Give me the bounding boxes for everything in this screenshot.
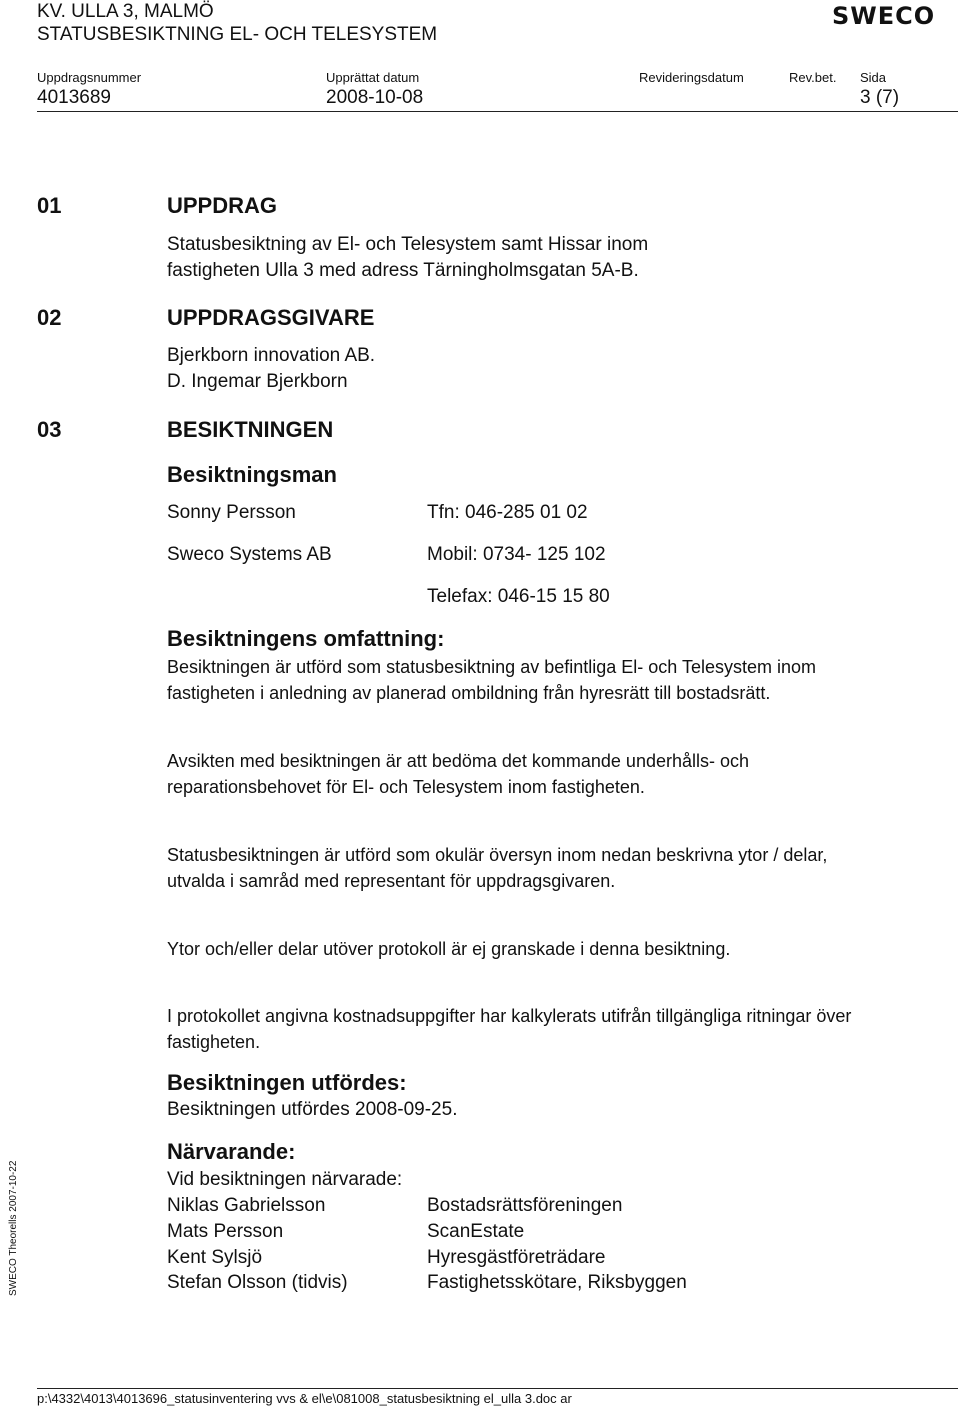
present-person-role: Bostadsrättsföreningen — [427, 1195, 623, 1216]
section-01-title: UPPDRAG — [167, 193, 278, 218]
section-01-number: 01 — [37, 193, 62, 218]
present-person-name: Niklas Gabrielsson — [167, 1195, 326, 1216]
meta-label-revision-date: Revideringsdatum — [639, 70, 744, 85]
created-date: 2008-10-08 — [326, 87, 424, 108]
inspector-fax: Telefax: 046-15 15 80 — [427, 586, 610, 607]
scope-paragraph-2: Avsikten med besiktningen är att bedöma det kommande underhålls- och reparationsbehovet för El- och Telesystem inom fastigheten. — [167, 751, 750, 797]
side-template-text: SWECO Theorells 2007-10-22 — [8, 1160, 19, 1296]
present-person-name: Kent Sylsjö — [167, 1247, 263, 1268]
present-person-role: Fastighetsskötare, Riksbyggen — [427, 1272, 687, 1293]
footer-file-path: p:\4332\4013\4013696_statusinventering vvs & el\e\081008_statusbesiktning el_ulla 3.doc ar — [37, 1391, 572, 1406]
present-intro: Vid besiktningen närvarade: — [167, 1169, 403, 1190]
scope-heading: Besiktningens omfattning: — [167, 626, 445, 651]
inspector-phone: Tfn: 046-285 01 02 — [427, 502, 588, 523]
inspector-name: Sonny Persson — [167, 502, 296, 523]
meta-label-assignment-number: Uppdragsnummer — [37, 70, 142, 85]
section-02-title: UPPDRAGSGIVARE — [167, 305, 375, 330]
meta-label-created-date: Upprättat datum — [326, 70, 420, 85]
inspector-mobile: Mobil: 0734- 125 102 — [427, 544, 606, 565]
meta-label-page: Sida — [860, 70, 887, 85]
meta-label-revision-designation: Rev.bet. — [789, 70, 837, 85]
section-02-line-2: D. Ingemar Bjerkborn — [167, 371, 348, 392]
section-01-line-2: fastigheten Ulla 3 med adress Tärningholmsgatan 5A-B. — [167, 260, 639, 281]
scope-paragraph-3: Statusbesiktningen är utförd som okulär översyn inom nedan beskrivna ytor / delar, utvalda i samråd med representant för uppdragsgivaren. — [167, 845, 828, 891]
footer-divider — [37, 1388, 958, 1389]
assignment-number: 4013689 — [37, 87, 111, 108]
section-03-number: 03 — [37, 417, 62, 442]
section-01-line-1: Statusbesiktning av El- och Telesystem samt Hissar inom — [167, 234, 649, 255]
scope-paragraph-4: Ytor och/eller delar utöver protokoll är ej granskade i denna besiktning. — [167, 939, 731, 959]
inspector-heading: Besiktningsman — [167, 462, 337, 487]
present-person-name: Mats Persson — [167, 1221, 284, 1242]
header-title: KV. ULLA 3, MALMÖ — [37, 1, 214, 22]
section-03-title: BESIKTNINGEN — [167, 417, 334, 442]
scope-paragraph-1: Besiktningen är utförd som statusbesiktning av befintliga El- och Telesystem inom fastigheten i anledning av planerad ombildning från hyresrätt till bostadsrätt. — [167, 657, 816, 703]
sweco-logo: SWECO — [832, 2, 936, 30]
performed-heading: Besiktningen utfördes: — [167, 1070, 407, 1095]
present-person-role: Hyresgästföreträdare — [427, 1247, 606, 1268]
present-person-role: ScanEstate — [427, 1221, 525, 1242]
present-heading: Närvarande: — [167, 1139, 296, 1164]
page-number: 3 (7) — [860, 87, 900, 108]
present-person-name: Stefan Olsson (tidvis) — [167, 1272, 348, 1293]
inspector-company: Sweco Systems AB — [167, 544, 332, 565]
section-02-line-1: Bjerkborn innovation AB. — [167, 345, 376, 366]
header-divider — [37, 111, 958, 112]
header-subtitle: STATUSBESIKTNING EL- OCH TELESYSTEM — [37, 24, 438, 45]
section-02-number: 02 — [37, 305, 62, 330]
scope-paragraph-5: I protokollet angivna kostnadsuppgifter har kalkylerats utifrån tillgängliga ritningar över fastigheten. — [167, 1006, 852, 1052]
performed-text: Besiktningen utfördes 2008-09-25. — [167, 1099, 458, 1120]
